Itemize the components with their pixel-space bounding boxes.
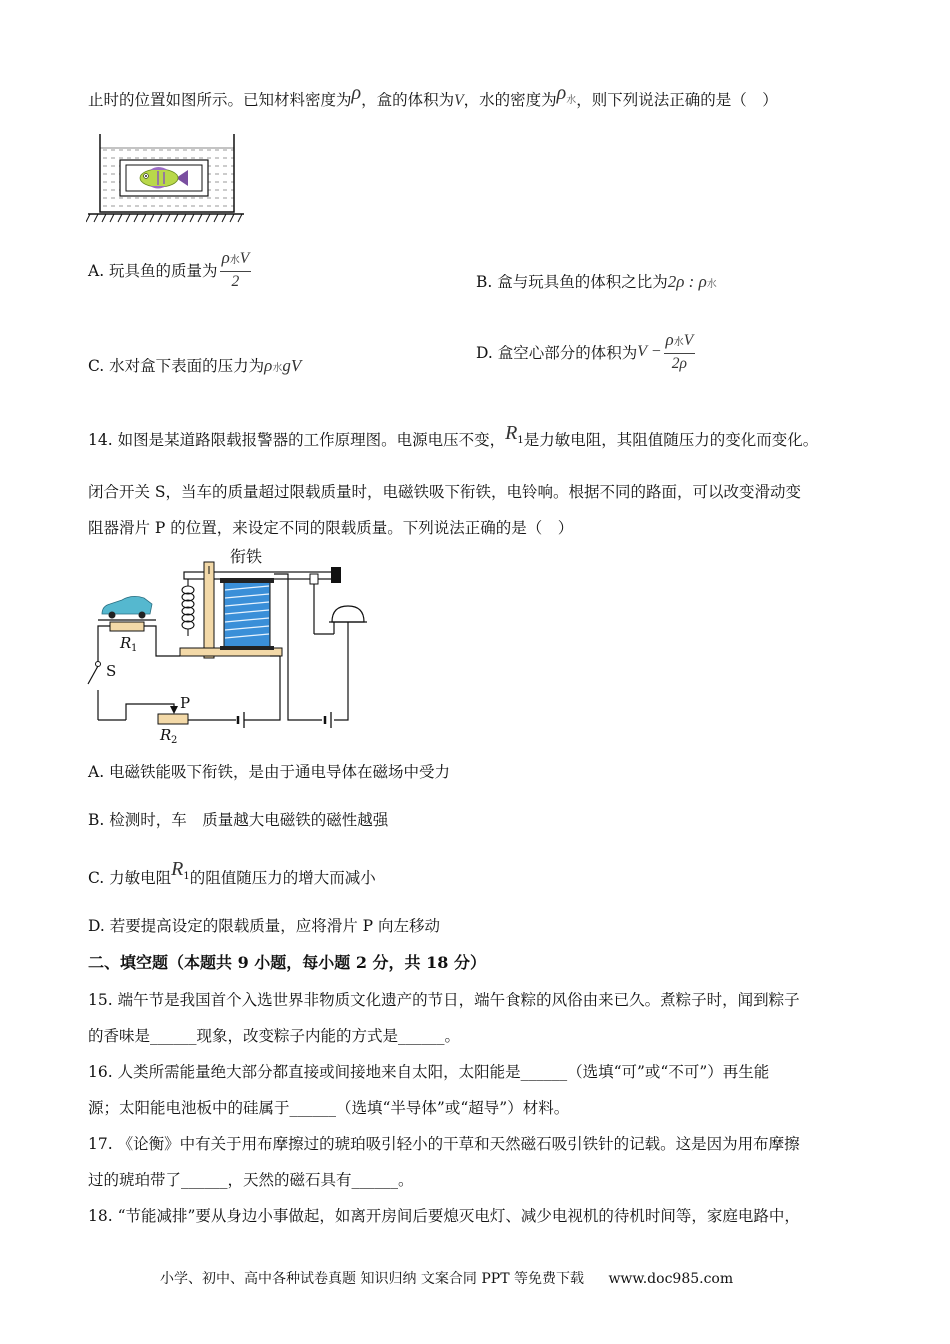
q13-option-d[interactable]: D. 盒空心部分的体积为V − $\frac{\text{ρ水V}}{2\rho}$ — [476, 330, 694, 372]
footer-text: 小学、初中、高中各种试卷真题 知识归纳 文案合同 PPT 等免费下载 — [160, 1271, 584, 1287]
svg-text:2: 2 — [171, 735, 178, 746]
spring-icon — [182, 579, 194, 636]
footer — [160, 1268, 733, 1288]
svg-text:S: S — [106, 662, 117, 680]
r1-resistor — [110, 622, 144, 631]
q14-option-b[interactable]: B. 检测时，车 质量越大电磁铁的磁性越强 — [88, 811, 389, 829]
bell-icon — [332, 606, 364, 622]
r2-resistor — [158, 714, 188, 724]
q13-intro: 止时的位置如图所示。已知材料密度为ρ，盒的体积为V，水的密度为ρ水，则下列说法正确的是（ ） — [88, 82, 778, 109]
circuit-figure — [84, 544, 384, 750]
footer-link[interactable]: www.doc985.com — [608, 1271, 734, 1287]
q14-line3: 阻器滑片 P 的位置，来设定不同的限载质量。下列说法正确的是（ ） — [88, 519, 574, 537]
fraction: $\frac{\text{ρ水V}}{2\rho}$ — [665, 330, 694, 372]
armature-label: 衔铁 — [230, 547, 263, 566]
q16-line1: 16. 人类所需能量绝大部分都直接或间接地来自太阳，太阳能是______（选填“可”或“不可”）再生能 — [88, 1063, 770, 1081]
q14-line2: 闭合开关 S，当车的质量超过限载质量时，电磁铁吸下衔铁，电铃响。根据不同的路面，可以改变滑动变 — [88, 483, 802, 501]
svg-text:1: 1 — [131, 643, 138, 654]
fraction: $\frac{\text{ρ水V}}{2}$ — [221, 248, 250, 290]
tank-figure — [86, 130, 246, 226]
svg-text:R: R — [160, 726, 172, 744]
slider-p — [170, 706, 178, 714]
svg-text:R: R — [120, 634, 132, 652]
q14-option-c[interactable]: C. 力敏电阻$R^1$的阻值随压力的增大而减小 — [88, 858, 376, 887]
q13-option-c[interactable]: C. 水对盒下表面的压力为ρ水gV — [88, 356, 302, 375]
q13-option-b[interactable]: B. 盒与玩具鱼的体积之比为2ρ : ρ水 — [476, 272, 717, 291]
q14-option-d[interactable]: D. 若要提高设定的限载质量，应将滑片 P 向左移动 — [88, 917, 441, 935]
q15-line2: 的香味是______现象，改变粽子内能的方式是______。 — [88, 1027, 461, 1045]
pivot-post — [204, 562, 214, 658]
svg-text:P: P — [180, 694, 191, 712]
q16-line2: 源；太阳能电池板中的硅属于______（选填“半导体”或“超导”）材料。 — [88, 1099, 570, 1117]
q14-line1: 14. 如图是某道路限载报警器的工作原理图。电源电压不变，R1是力敏电阻，其阻值随压力的变化而变化。 — [88, 422, 819, 449]
q18-line1: 18. “节能减排”要从身边小事做起，如离开房间后要熄灭电灯、减少电视机的待机时间等，家庭电路中， — [88, 1207, 800, 1225]
section-heading: 二、填空题（本题共 9 小题，每小题 2 分，共 18 分） — [88, 953, 486, 972]
q17-line1: 17. 《论衡》中有关于用布摩擦过的琥珀吸引轻小的干草和天然磁石吸引铁针的记载。这是因为用布摩擦 — [88, 1135, 800, 1153]
car-icon — [102, 596, 152, 618]
q13-option-a[interactable]: A. 玩具鱼的质量为 $\frac{\text{ρ水V}}{2}$ — [88, 248, 250, 290]
q15-line1: 15. 端午节是我国首个入选世界非物质文化遗产的节日，端午食粽的风俗由来已久。煮粽子时，闻到粽子 — [88, 991, 800, 1009]
q14-option-a[interactable]: A. 电磁铁能吸下衔铁，是由于通电导体在磁场中受力 — [88, 763, 451, 781]
q17-line2: 过的琥珀带了______，天然的磁石具有______。 — [88, 1171, 414, 1189]
switch-s — [88, 666, 98, 684]
